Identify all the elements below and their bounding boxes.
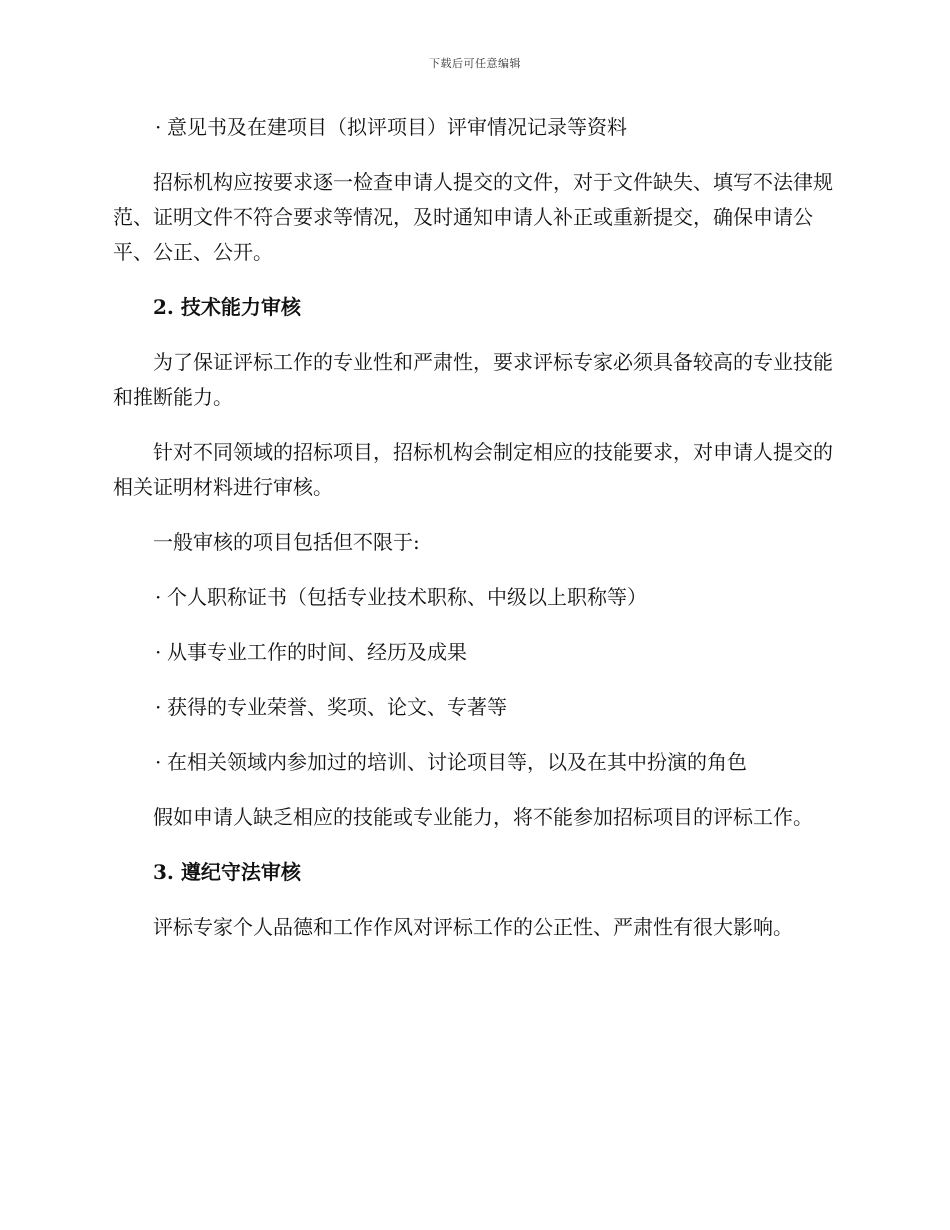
paragraph: 假如申请人缺乏相应的技能或专业能力，将不能参加招标项目的评标工作。 — [153, 805, 813, 829]
bullet-text: 意见书及在建项目（拟评项目）评审情况记录等资料 — [167, 115, 627, 139]
paragraph: 为了保证评标工作的专业性和严肃性，要求评标专家必须具备较高的专业技能和推断能力。 — [113, 350, 833, 409]
bullet-marker: · — [155, 695, 162, 719]
paragraph: 招标机构应按要求逐一检查申请人提交的文件，对于文件缺失、填写不法律规范、证明文件不符合要求等情况，及时通知申请人补正或重新提交，确保申请公平、公正、公开。 — [113, 170, 833, 264]
paragraph: 一般审核的项目包括但不限于: — [153, 530, 420, 554]
bullet-item — [113, 580, 833, 615]
bullet-marker: · — [155, 585, 162, 609]
paragraph: 针对不同领域的招标项目，招标机构会制定相应的技能要求，对申请人提交的相关证明材料进行审核。 — [113, 440, 833, 499]
bullet-marker: · — [155, 115, 162, 139]
section-heading: 3. 遵纪守法审核 — [153, 860, 301, 884]
bullet-item — [113, 745, 833, 780]
bullet-text: 个人职称证书（包括专业技术职称、中级以上职称等） — [167, 585, 647, 609]
bullet-marker: · — [155, 750, 162, 774]
bullet-item — [113, 690, 833, 725]
bullet-marker: · — [155, 640, 162, 664]
document-body — [113, 110, 833, 965]
page-header: 下载后可任意编辑 — [429, 57, 521, 70]
bullet-text: 在相关领域内参加过的培训、讨论项目等，以及在其中扮演的角色 — [167, 750, 747, 774]
bullet-text: 从事专业工作的时间、经历及成果 — [167, 640, 467, 664]
bullet-text: 获得的专业荣誉、奖项、论文、专著等 — [167, 695, 507, 719]
paragraph: 评标专家个人品德和工作作风对评标工作的公正性、严肃性有很大影响。 — [153, 915, 793, 939]
section-heading: 2. 技术能力审核 — [153, 295, 301, 319]
bullet-item — [113, 110, 833, 145]
bullet-item — [113, 635, 833, 670]
